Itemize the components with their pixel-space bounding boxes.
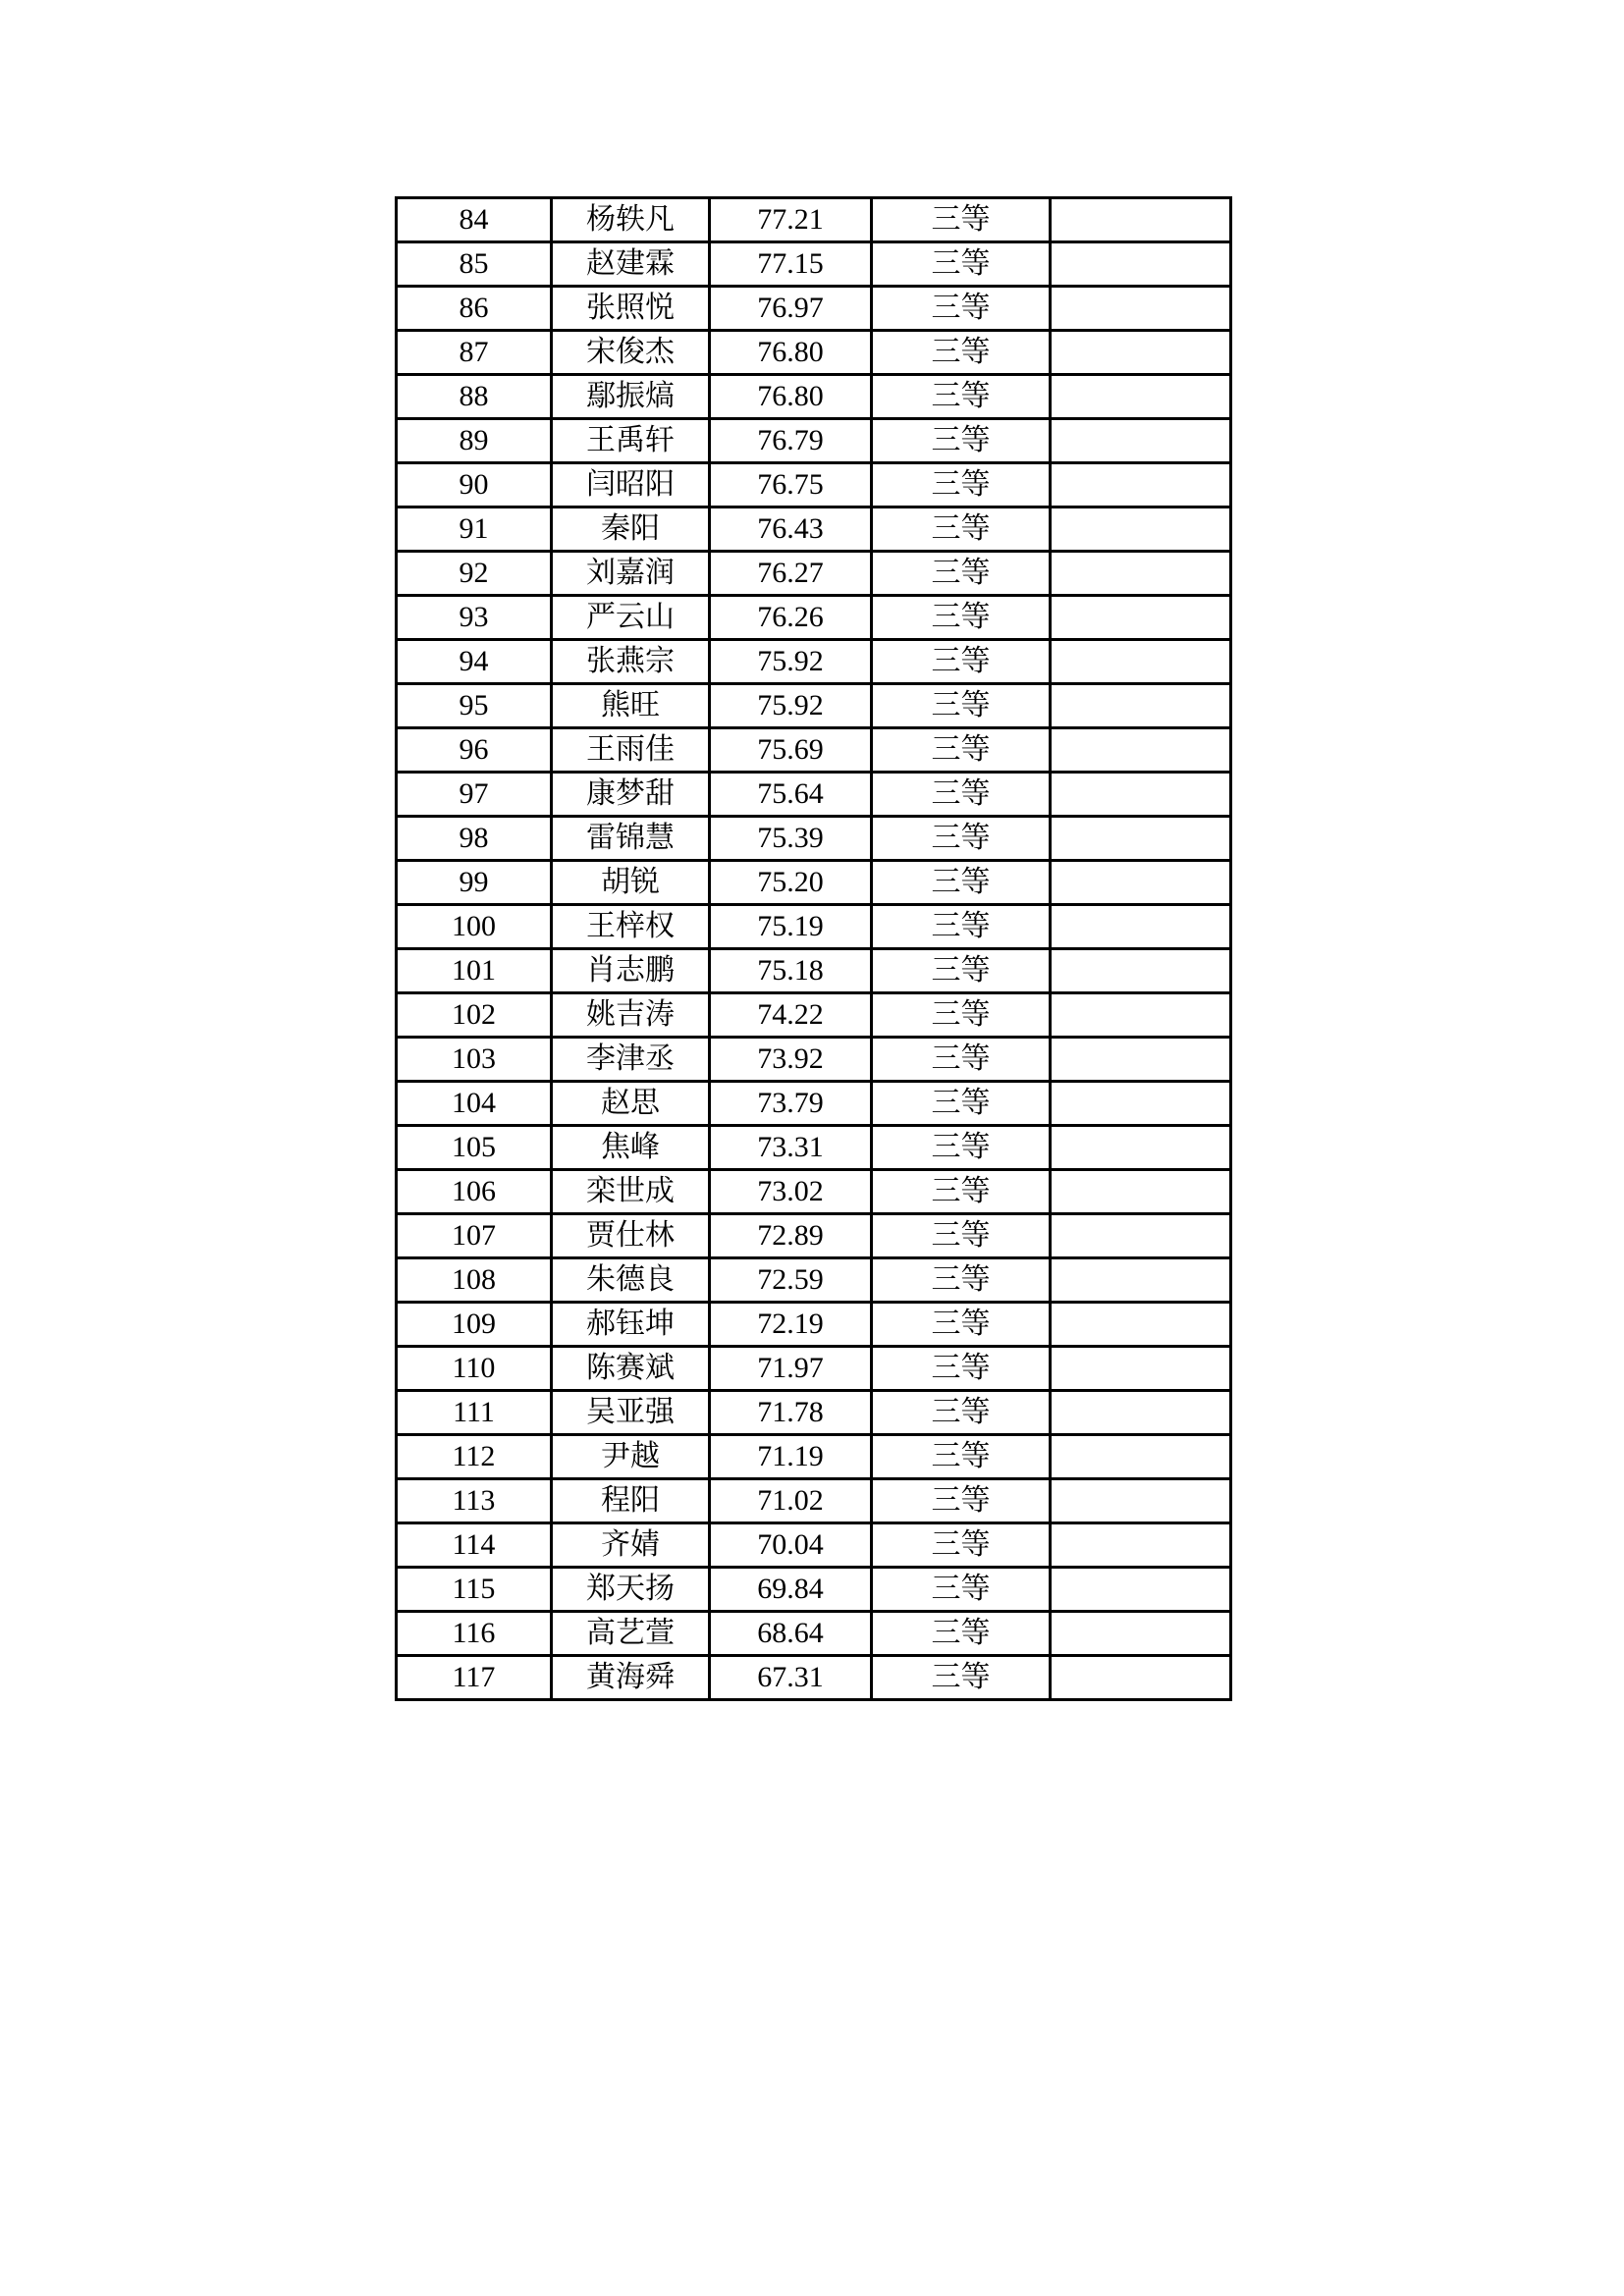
name-cell: 杨轶凡 <box>552 198 710 242</box>
grade-cell: 三等 <box>872 1126 1051 1170</box>
rank-cell: 93 <box>397 596 552 640</box>
table-row <box>397 817 1231 861</box>
grade-cell: 三等 <box>872 905 1051 949</box>
table-row <box>397 1568 1231 1612</box>
score-cell: 75.19 <box>710 905 872 949</box>
grade-cell: 三等 <box>872 817 1051 861</box>
grade-cell: 三等 <box>872 1568 1051 1612</box>
table-row <box>397 684 1231 728</box>
note-cell <box>1051 728 1231 773</box>
table-row <box>397 1612 1231 1656</box>
grade-cell: 三等 <box>872 463 1051 507</box>
rank-cell: 108 <box>397 1258 552 1303</box>
name-cell: 郝钰坤 <box>552 1303 710 1347</box>
note-cell <box>1051 1170 1231 1214</box>
score-cell: 76.26 <box>710 596 872 640</box>
name-cell: 赵思 <box>552 1082 710 1126</box>
name-cell: 王禹轩 <box>552 419 710 463</box>
rank-cell: 111 <box>397 1391 552 1435</box>
name-cell: 赵建霖 <box>552 242 710 287</box>
score-cell: 74.22 <box>710 993 872 1038</box>
score-cell: 76.27 <box>710 552 872 596</box>
note-cell <box>1051 419 1231 463</box>
rank-cell: 94 <box>397 640 552 684</box>
table-row <box>397 419 1231 463</box>
note-cell <box>1051 1347 1231 1391</box>
grade-cell: 三等 <box>872 287 1051 331</box>
grade-cell: 三等 <box>872 861 1051 905</box>
grade-cell: 三等 <box>872 419 1051 463</box>
rank-cell: 96 <box>397 728 552 773</box>
score-cell: 73.92 <box>710 1038 872 1082</box>
grade-cell: 三等 <box>872 1656 1051 1700</box>
score-cell: 76.75 <box>710 463 872 507</box>
score-cell: 71.19 <box>710 1435 872 1479</box>
rank-cell: 105 <box>397 1126 552 1170</box>
rank-cell: 114 <box>397 1523 552 1568</box>
grade-cell: 三等 <box>872 1258 1051 1303</box>
rank-cell: 89 <box>397 419 552 463</box>
rank-cell: 107 <box>397 1214 552 1258</box>
table-row <box>397 242 1231 287</box>
grade-cell: 三等 <box>872 728 1051 773</box>
table-row <box>397 1082 1231 1126</box>
table-row <box>397 1038 1231 1082</box>
rank-cell: 104 <box>397 1082 552 1126</box>
rank-cell: 115 <box>397 1568 552 1612</box>
name-cell: 肖志鹏 <box>552 949 710 993</box>
score-cell: 71.02 <box>710 1479 872 1523</box>
name-cell: 王雨佳 <box>552 728 710 773</box>
score-table-body <box>397 198 1231 1700</box>
grade-cell: 三等 <box>872 773 1051 817</box>
rank-cell: 106 <box>397 1170 552 1214</box>
rank-cell: 113 <box>397 1479 552 1523</box>
rank-cell: 117 <box>397 1656 552 1700</box>
name-cell: 焦峰 <box>552 1126 710 1170</box>
note-cell <box>1051 1391 1231 1435</box>
table-row <box>397 198 1231 242</box>
grade-cell: 三等 <box>872 331 1051 375</box>
table-row <box>397 1523 1231 1568</box>
rank-cell: 103 <box>397 1038 552 1082</box>
note-cell <box>1051 375 1231 419</box>
score-cell: 72.59 <box>710 1258 872 1303</box>
table-row <box>397 375 1231 419</box>
score-cell: 72.89 <box>710 1214 872 1258</box>
note-cell <box>1051 1082 1231 1126</box>
note-cell <box>1051 773 1231 817</box>
rank-cell: 97 <box>397 773 552 817</box>
score-cell: 75.18 <box>710 949 872 993</box>
table-row <box>397 1258 1231 1303</box>
table-row <box>397 1347 1231 1391</box>
score-cell: 72.19 <box>710 1303 872 1347</box>
score-cell: 76.97 <box>710 287 872 331</box>
table-row <box>397 993 1231 1038</box>
note-cell <box>1051 242 1231 287</box>
note-cell <box>1051 596 1231 640</box>
table-row <box>397 905 1231 949</box>
score-cell: 71.78 <box>710 1391 872 1435</box>
table-row <box>397 1214 1231 1258</box>
rank-cell: 88 <box>397 375 552 419</box>
name-cell: 宋俊杰 <box>552 331 710 375</box>
note-cell <box>1051 993 1231 1038</box>
name-cell: 闫昭阳 <box>552 463 710 507</box>
table-row <box>397 1170 1231 1214</box>
grade-cell: 三等 <box>872 1303 1051 1347</box>
rank-cell: 85 <box>397 242 552 287</box>
score-cell: 75.92 <box>710 640 872 684</box>
grade-cell: 三等 <box>872 1391 1051 1435</box>
grade-cell: 三等 <box>872 1170 1051 1214</box>
name-cell: 高艺萱 <box>552 1612 710 1656</box>
table-row <box>397 1656 1231 1700</box>
name-cell: 姚吉涛 <box>552 993 710 1038</box>
note-cell <box>1051 640 1231 684</box>
note-cell <box>1051 861 1231 905</box>
grade-cell: 三等 <box>872 1038 1051 1082</box>
table-row <box>397 640 1231 684</box>
grade-cell: 三等 <box>872 640 1051 684</box>
name-cell: 程阳 <box>552 1479 710 1523</box>
score-cell: 75.64 <box>710 773 872 817</box>
rank-cell: 99 <box>397 861 552 905</box>
rank-cell: 91 <box>397 507 552 552</box>
note-cell <box>1051 287 1231 331</box>
note-cell <box>1051 1214 1231 1258</box>
score-cell: 73.79 <box>710 1082 872 1126</box>
score-cell: 70.04 <box>710 1523 872 1568</box>
score-cell: 73.02 <box>710 1170 872 1214</box>
rank-cell: 109 <box>397 1303 552 1347</box>
score-cell: 76.43 <box>710 507 872 552</box>
score-cell: 76.79 <box>710 419 872 463</box>
note-cell <box>1051 552 1231 596</box>
table-row <box>397 552 1231 596</box>
name-cell: 康梦甜 <box>552 773 710 817</box>
table-row <box>397 1435 1231 1479</box>
score-cell: 77.15 <box>710 242 872 287</box>
note-cell <box>1051 905 1231 949</box>
score-cell: 77.21 <box>710 198 872 242</box>
grade-cell: 三等 <box>872 596 1051 640</box>
table-row <box>397 507 1231 552</box>
name-cell: 严云山 <box>552 596 710 640</box>
table-row <box>397 949 1231 993</box>
table-row <box>397 1479 1231 1523</box>
note-cell <box>1051 1612 1231 1656</box>
name-cell: 陈赛斌 <box>552 1347 710 1391</box>
note-cell <box>1051 507 1231 552</box>
score-cell: 75.92 <box>710 684 872 728</box>
table-row <box>397 773 1231 817</box>
note-cell <box>1051 1656 1231 1700</box>
rank-cell: 84 <box>397 198 552 242</box>
name-cell: 雷锦慧 <box>552 817 710 861</box>
score-cell: 76.80 <box>710 375 872 419</box>
table-row <box>397 1126 1231 1170</box>
note-cell <box>1051 1258 1231 1303</box>
name-cell: 吴亚强 <box>552 1391 710 1435</box>
rank-cell: 110 <box>397 1347 552 1391</box>
score-cell: 68.64 <box>710 1612 872 1656</box>
table-row <box>397 287 1231 331</box>
rank-cell: 98 <box>397 817 552 861</box>
score-cell: 69.84 <box>710 1568 872 1612</box>
note-cell <box>1051 1126 1231 1170</box>
name-cell: 贾仕林 <box>552 1214 710 1258</box>
score-cell: 75.69 <box>710 728 872 773</box>
score-cell: 71.97 <box>710 1347 872 1391</box>
note-cell <box>1051 1568 1231 1612</box>
grade-cell: 三等 <box>872 375 1051 419</box>
table-row <box>397 596 1231 640</box>
table-row <box>397 331 1231 375</box>
name-cell: 鄢振熇 <box>552 375 710 419</box>
score-cell: 73.31 <box>710 1126 872 1170</box>
grade-cell: 三等 <box>872 242 1051 287</box>
rank-cell: 87 <box>397 331 552 375</box>
table-row <box>397 728 1231 773</box>
name-cell: 郑天扬 <box>552 1568 710 1612</box>
score-cell: 75.20 <box>710 861 872 905</box>
rank-cell: 116 <box>397 1612 552 1656</box>
note-cell <box>1051 198 1231 242</box>
grade-cell: 三等 <box>872 684 1051 728</box>
name-cell: 张照悦 <box>552 287 710 331</box>
table-row <box>397 1303 1231 1347</box>
note-cell <box>1051 817 1231 861</box>
name-cell: 秦阳 <box>552 507 710 552</box>
name-cell: 栾世成 <box>552 1170 710 1214</box>
grade-cell: 三等 <box>872 1479 1051 1523</box>
name-cell: 刘嘉润 <box>552 552 710 596</box>
grade-cell: 三等 <box>872 198 1051 242</box>
grade-cell: 三等 <box>872 1612 1051 1656</box>
rank-cell: 101 <box>397 949 552 993</box>
score-cell: 76.80 <box>710 331 872 375</box>
rank-cell: 95 <box>397 684 552 728</box>
grade-cell: 三等 <box>872 1082 1051 1126</box>
note-cell <box>1051 1523 1231 1568</box>
note-cell <box>1051 1479 1231 1523</box>
grade-cell: 三等 <box>872 1523 1051 1568</box>
name-cell: 尹越 <box>552 1435 710 1479</box>
grade-cell: 三等 <box>872 993 1051 1038</box>
grade-cell: 三等 <box>872 1435 1051 1479</box>
rank-cell: 112 <box>397 1435 552 1479</box>
score-table <box>395 196 1232 1701</box>
table-row <box>397 463 1231 507</box>
name-cell: 张燕宗 <box>552 640 710 684</box>
table-row <box>397 861 1231 905</box>
rank-cell: 102 <box>397 993 552 1038</box>
score-cell: 67.31 <box>710 1656 872 1700</box>
table-row <box>397 1391 1231 1435</box>
note-cell <box>1051 1038 1231 1082</box>
grade-cell: 三等 <box>872 949 1051 993</box>
name-cell: 黄海舜 <box>552 1656 710 1700</box>
name-cell: 胡锐 <box>552 861 710 905</box>
rank-cell: 92 <box>397 552 552 596</box>
score-cell: 75.39 <box>710 817 872 861</box>
rank-cell: 86 <box>397 287 552 331</box>
grade-cell: 三等 <box>872 552 1051 596</box>
name-cell: 朱德良 <box>552 1258 710 1303</box>
note-cell <box>1051 1303 1231 1347</box>
name-cell: 王梓权 <box>552 905 710 949</box>
rank-cell: 100 <box>397 905 552 949</box>
grade-cell: 三等 <box>872 507 1051 552</box>
note-cell <box>1051 331 1231 375</box>
note-cell <box>1051 1435 1231 1479</box>
name-cell: 熊旺 <box>552 684 710 728</box>
rank-cell: 90 <box>397 463 552 507</box>
name-cell: 李津丞 <box>552 1038 710 1082</box>
grade-cell: 三等 <box>872 1214 1051 1258</box>
note-cell <box>1051 684 1231 728</box>
name-cell: 齐婧 <box>552 1523 710 1568</box>
note-cell <box>1051 949 1231 993</box>
note-cell <box>1051 463 1231 507</box>
grade-cell: 三等 <box>872 1347 1051 1391</box>
